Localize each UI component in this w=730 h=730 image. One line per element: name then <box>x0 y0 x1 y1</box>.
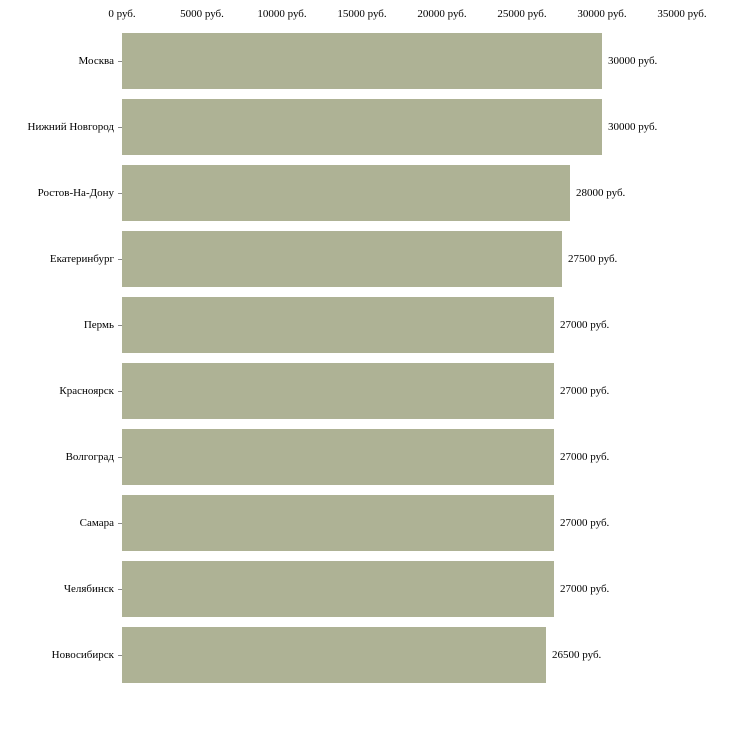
bar-value-label: 27500 руб. <box>568 253 618 265</box>
bar[interactable] <box>122 627 546 683</box>
bar-value-label: 27000 руб. <box>560 583 610 595</box>
bar-value-label: 30000 руб. <box>608 55 658 67</box>
x-tick-label: 25000 руб. <box>497 8 547 20</box>
bar-row <box>51 627 682 683</box>
bar[interactable] <box>122 231 562 287</box>
category-label: Нижний Новгород <box>27 121 114 133</box>
x-tick-label: 5000 руб. <box>180 8 224 20</box>
x-tick-label: 20000 руб. <box>417 8 467 20</box>
x-tick-label: 35000 руб. <box>657 8 707 20</box>
bar-value-label: 28000 руб. <box>576 187 626 199</box>
plot-area <box>27 28 682 688</box>
category-label: Москва <box>78 55 114 67</box>
bar-row <box>65 429 682 485</box>
bar-row <box>37 165 682 221</box>
bar-row <box>63 561 682 617</box>
bar[interactable] <box>122 363 554 419</box>
category-label: Челябинск <box>63 583 114 595</box>
bar-value-label: 27000 руб. <box>560 451 610 463</box>
bar-value-label: 26500 руб. <box>552 649 602 661</box>
category-label: Красноярск <box>59 385 114 397</box>
bar-value-label: 27000 руб. <box>560 517 610 529</box>
x-tick-label: 0 руб. <box>108 8 136 20</box>
x-tick-label: 30000 руб. <box>577 8 627 20</box>
category-label: Новосибирск <box>51 649 114 661</box>
category-label: Екатеринбург <box>49 253 114 265</box>
bar[interactable] <box>122 297 554 353</box>
bar-row <box>79 495 682 551</box>
bar[interactable] <box>122 561 554 617</box>
bar[interactable] <box>122 99 602 155</box>
bar-value-label: 27000 руб. <box>560 319 610 331</box>
bar-value-label: 27000 руб. <box>560 385 610 397</box>
x-tick-label: 10000 руб. <box>257 8 307 20</box>
category-label: Ростов-На-Дону <box>37 187 114 199</box>
bar[interactable] <box>122 165 570 221</box>
bar[interactable] <box>122 495 554 551</box>
bar-row <box>83 297 682 353</box>
bar-row <box>49 231 682 287</box>
bar-row <box>78 33 682 89</box>
bar-value-label: 30000 руб. <box>608 121 658 133</box>
category-label: Самара <box>79 517 114 529</box>
category-label: Волгоград <box>65 451 114 463</box>
x-axis-tick-labels <box>0 0 730 28</box>
bar[interactable] <box>122 429 554 485</box>
bar-row <box>27 99 682 155</box>
bar[interactable] <box>122 33 602 89</box>
bar-row <box>59 363 682 419</box>
x-tick-label: 15000 руб. <box>337 8 387 20</box>
category-label: Пермь <box>83 319 114 331</box>
